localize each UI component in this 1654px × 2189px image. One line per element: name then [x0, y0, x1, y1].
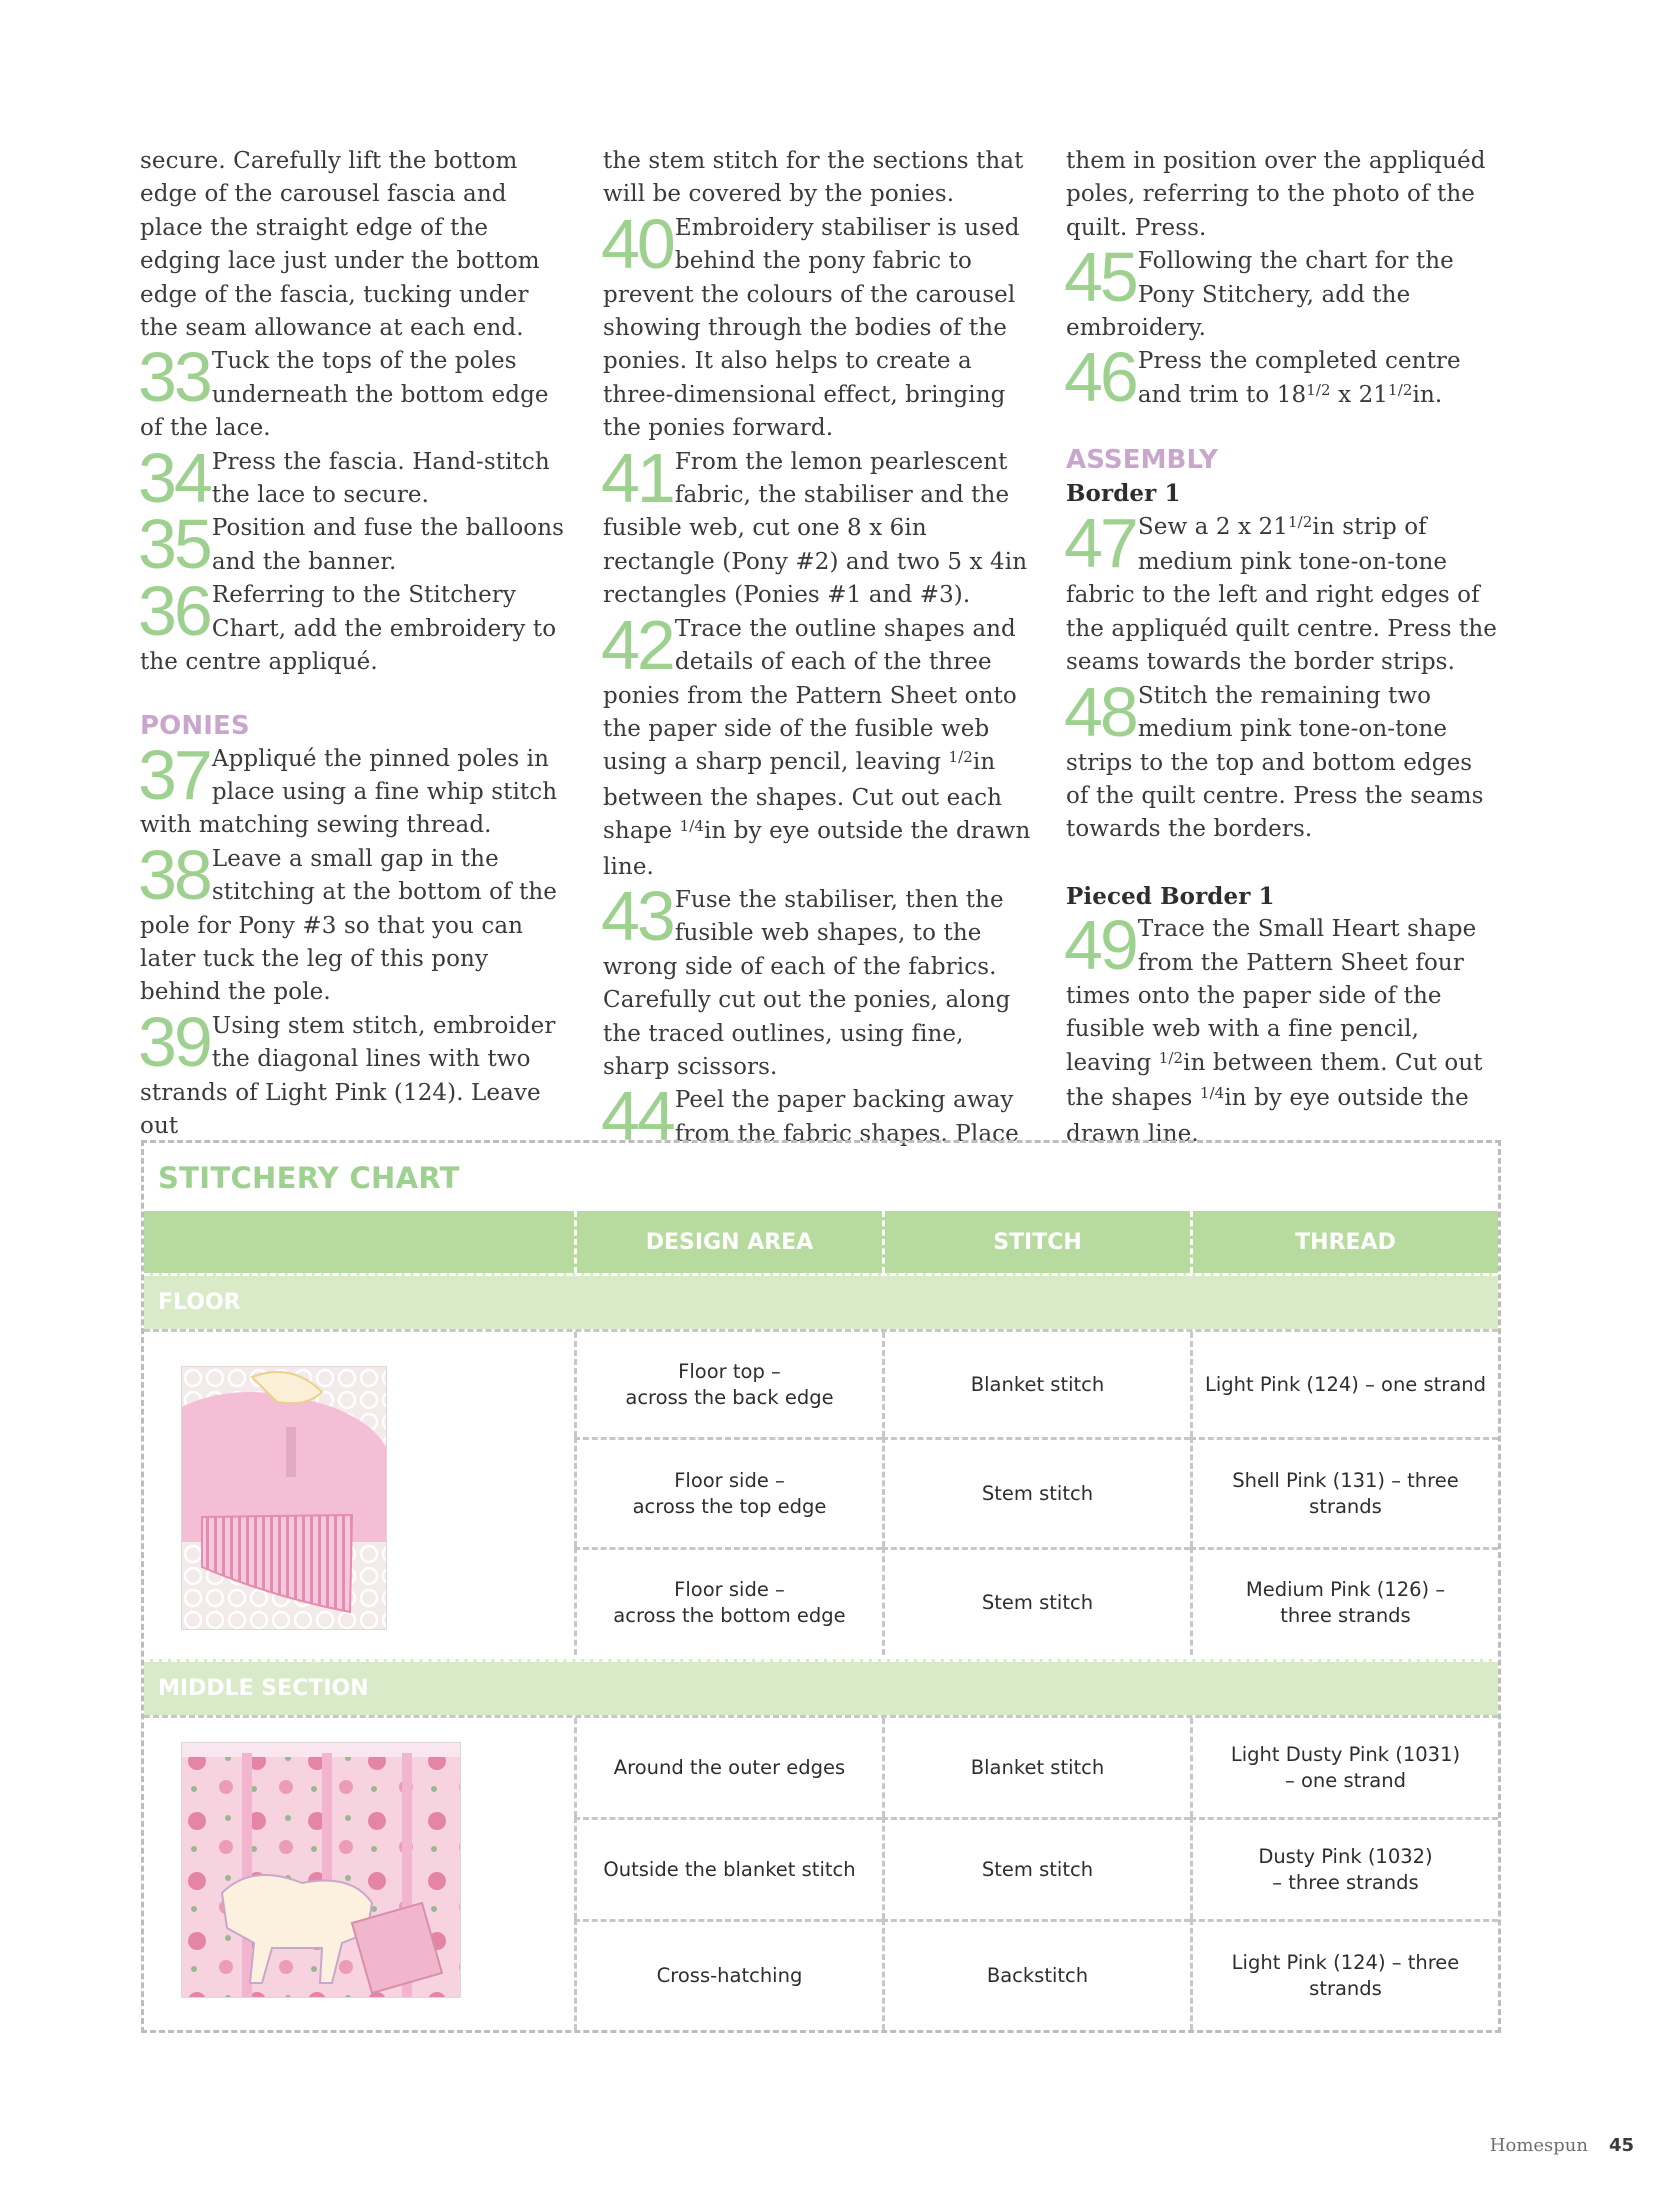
stitchery-chart — [141, 1140, 1501, 2033]
col2-intro: the stem stitch for the sections that will be covered by the ponies. — [603, 148, 1024, 208]
header-thread: THREAD — [1190, 1211, 1498, 1273]
cell-design-area: Outside the blanket stitch — [574, 1817, 882, 1919]
step-41: 41 From the lemon pearlescent fabric, the stabiliser and the fusible web, cut one 8 x 6in rectangle (Pony #2) and two 5 x 4in rectangles (Ponies #1 and #3). — [601, 438, 1028, 609]
step-48: 48 Stitch the remaining two medium pink tone-on-tone strips to the top and bottom edges of the quilt centre. Press the seams towards the borders. — [1064, 672, 1484, 843]
col3-intro: them in position over the appliquéd poles, referring to the photo of the quilt. Press. — [1066, 148, 1486, 241]
step-47: 47 Sew a 2 x $21^{1/2}in$ strip of medium pink tone-on-tone fabric to the left and right edges of the appliquéd quilt centre. Press the seams towards the border strips. — [1064, 503, 1497, 676]
column-3 — [1066, 145, 1498, 1151]
fraction: 1/2 — [1388, 380, 1413, 399]
cell-stitch: Stem stitch — [882, 1817, 1190, 1919]
step-33: 33 Tuck the tops of the poles underneath the bottom edge of the lace. — [138, 338, 549, 442]
step-43: 43 Fuse the stabiliser, then the fusible web shapes, to the wrong side of each of the fabrics. Carefully cut out the ponies, along the traced outlines, using fine, sharp scissors. — [601, 876, 1011, 1080]
step-39: 39 Using stem stitch, embroider the diagonal lines with two strands of Light Pink (124). Leave out — [138, 1002, 556, 1139]
step-45: 45 Following the chart for the Pony Stitchery, add the embroidery. — [1064, 238, 1454, 342]
header-stitch: STITCH — [882, 1211, 1190, 1273]
fraction: 1/2 — [1158, 1048, 1184, 1067]
page-number: 45 — [1608, 2135, 1634, 2156]
section-middle: MIDDLE SECTION — [144, 1659, 1498, 1715]
step-36: 36 Referring to the Stitchery Chart, add the embroidery to the centre appliqué. — [138, 572, 557, 676]
cell-stitch: Stem stitch — [882, 1437, 1190, 1547]
column-2 — [601, 145, 1035, 1156]
fraction: 1/4 — [679, 817, 705, 836]
cell-stitch: Blanket stitch — [882, 1332, 1190, 1437]
fraction: 1/2 — [1287, 512, 1313, 531]
step-38: 38 Leave a small gap in the stitching at the bottom of the pole for Pony #3 so that you can later tuck the leg of this pony behind the pole. — [138, 835, 558, 1006]
cell-stitch: Blanket stitch — [882, 1718, 1190, 1817]
step-44: 44 Peel the paper backing away from the fabric shapes. Place — [601, 1077, 1019, 1156]
fraction: 1/2 — [948, 748, 973, 767]
cell-design-area: Floor side – across the bottom edge — [574, 1547, 882, 1655]
cell-thread: Dusty Pink (1032) – three strands — [1190, 1817, 1498, 1919]
cell-design-area: Around the outer edges — [574, 1718, 882, 1817]
step-37: 37 Appliqué the pinned poles in place using a fine whip stitch with matching sewing thread. — [138, 735, 558, 839]
chart-header-row — [144, 1211, 1498, 1273]
cell-design-area: Floor top – across the back edge — [574, 1332, 882, 1437]
cell-thread: Medium Pink (126) – three strands — [1190, 1547, 1498, 1655]
cell-stitch: Backstitch — [882, 1919, 1190, 2030]
step-42: 42 Trace the outline shapes and details of each of the three ponies from the Pattern Sheet onto the paper side of the fusible web using a sharp pencil, leaving $^{1/2}$in between the shapes. Cut out each shape $^{1/4}$in by eye outside the drawn line. — [601, 605, 1031, 880]
footer-publication: Homespun — [1489, 2135, 1588, 2156]
header-design-area: DESIGN AREA — [574, 1211, 882, 1273]
cell-thread: Light Pink (124) – one strand — [1190, 1332, 1498, 1437]
middle-section-photo — [181, 1742, 461, 1998]
cell-design-area: Cross-hatching — [574, 1919, 882, 2030]
heading-ponies: PONIES — [140, 710, 250, 741]
step-46: 46 Press the completed centre and trim to $18^{1/2}$ x $21^{1/2}in$. — [1064, 338, 1461, 417]
fraction: 1/2 — [1306, 380, 1331, 399]
fraction: 1/4 — [1199, 1084, 1225, 1103]
col1-intro: secure. Carefully lift the bottom edge of the carousel fascia and place the straight edge of the edging lace just under the bottom edge of the fascia, tucking under the seam allowance at each end. — [140, 148, 540, 342]
subheading-pieced-border-1: Pieced Border 1 — [1066, 882, 1275, 910]
cell-thread: Light Dusty Pink (1031) – one strand — [1190, 1718, 1498, 1817]
cell-thread: Light Pink (124) – three strands — [1190, 1919, 1498, 2030]
step-34: 34 Press the fascia. Hand-stitch the lace to secure. — [138, 438, 550, 517]
subheading-border-1: Border 1 — [1066, 480, 1181, 508]
chart-title: STITCHERY CHART — [158, 1161, 460, 1195]
heading-assembly: ASSEMBLY — [1066, 445, 1219, 476]
column-1 — [140, 145, 572, 1143]
cell-design-area: Floor side – across the top edge — [574, 1437, 882, 1547]
step-35: 35 Position and fuse the balloons and the banner. — [138, 505, 565, 584]
cell-stitch: Stem stitch — [882, 1547, 1190, 1655]
step-49: 49 Trace the Small Heart shape from the Pattern Sheet four times onto the paper side of the fusible web with a fine pencil, leaving $^{1/2}$in between them. Cut out the shapes $^{1/4}$in by eye outside the drawn line. — [1064, 906, 1483, 1147]
section-floor: FLOOR — [144, 1273, 1498, 1329]
header-image-cell — [144, 1211, 574, 1273]
floor-photo — [181, 1366, 387, 1630]
cell-thread: Shell Pink (131) – three strands — [1190, 1437, 1498, 1547]
step-40: 40 Embroidery stabiliser is used behind the pony fabric to prevent the colours of the carousel showing through the bodies of the ponies. It also helps to create a three-dimensional effect, bringing the ponies forward. — [601, 204, 1020, 442]
